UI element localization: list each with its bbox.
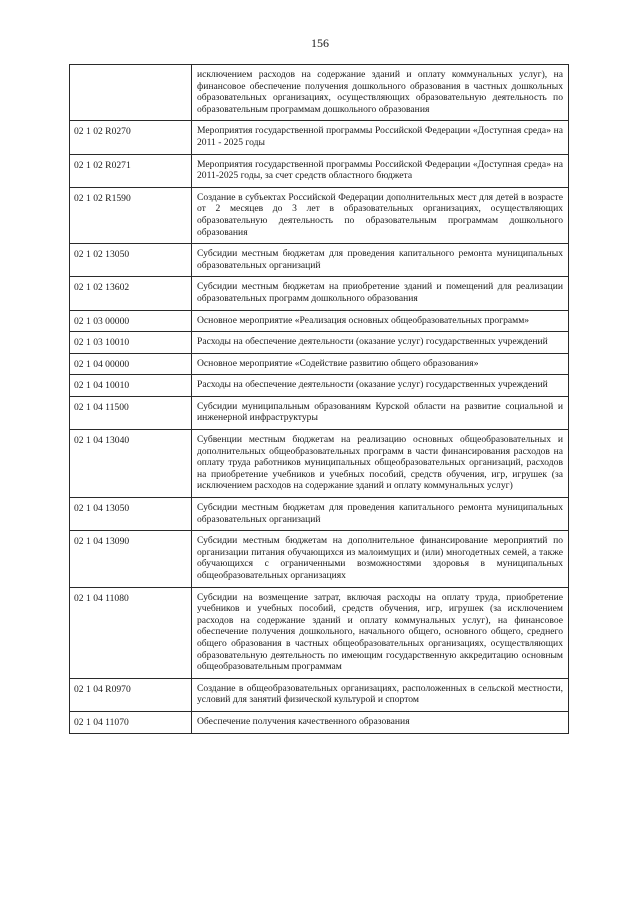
table-row: [70, 154, 569, 187]
table-row: [70, 498, 569, 531]
row-code: 02 1 04 11500: [70, 396, 192, 429]
row-description: Субсидии муниципальным образованиям Курской области на развитие социальной и инженерной инфраструктуры: [192, 396, 569, 429]
row-description: Субвенции местным бюджетам на реализацию основных общеобразовательных и дополнительных общеобразовательных программ в части финансирования расходов на оплату труда работников муниципальных общеобразовательных организаций, расходов на приобретение учебников и учебных пособий, средств обучения, игр, игрушек (за исключением расходов на содержание зданий и оплату коммунальных услуг): [192, 430, 569, 498]
table-row: [70, 711, 569, 733]
row-description: Субсидии местным бюджетам для проведения капитального ремонта муниципальных образовательных организаций: [192, 244, 569, 277]
row-code: 02 1 04 10010: [70, 375, 192, 397]
table-row: [70, 396, 569, 429]
row-description: Основное мероприятие «Реализация основных общеобразовательных программ»: [192, 310, 569, 332]
row-code: 02 1 03 10010: [70, 332, 192, 354]
row-description: Мероприятия государственной программы Российской Федерации «Доступная среда» на 2011 - 2025 годы: [192, 121, 569, 154]
row-code: 02 1 04 11080: [70, 587, 192, 678]
table-row: [70, 187, 569, 243]
table-row: [70, 244, 569, 277]
table-row: [70, 531, 569, 587]
table-row: [70, 332, 569, 354]
row-code: 02 1 04 13040: [70, 430, 192, 498]
row-description: исключением расходов на содержание зданий и оплату коммунальных услуг), на финансовое обеспечение получения дошкольного образования в частных дошкольных образовательных организациях, осуществляющих образовательную деятельность по образовательным программам дошкольного образования: [192, 65, 569, 121]
table-row: [70, 430, 569, 498]
table-row: [70, 121, 569, 154]
row-description: Мероприятия государственной программы Российской Федерации «Доступная среда» на 2011-2025 годы, за счет средств областного бюджета: [192, 154, 569, 187]
table-row: [70, 678, 569, 711]
row-code: 02 1 04 13090: [70, 531, 192, 587]
row-description: Основное мероприятие «Содействие развитию общего образования»: [192, 353, 569, 375]
row-code: 02 1 04 00000: [70, 353, 192, 375]
row-code: 02 1 03 00000: [70, 310, 192, 332]
row-description: Субсидии местным бюджетам для проведения капитального ремонта муниципальных образовательных организаций: [192, 498, 569, 531]
row-code: 02 1 02 R0271: [70, 154, 192, 187]
row-code: 02 1 02 R0270: [70, 121, 192, 154]
row-description: Обеспечение получения качественного образования: [192, 711, 569, 733]
row-code: 02 1 02 13050: [70, 244, 192, 277]
page-number: 156: [311, 36, 329, 50]
row-code: 02 1 04 11070: [70, 711, 192, 733]
row-description: Субсидии на возмещение затрат, включая расходы на оплату труда, приобретение учебников и учебных пособий, средств обучения, игр, игрушек (за исключением расходов на содержание зданий и оплату коммунальных услуг), на финансовое обеспечение получения дошкольного, начального общего, основного общего, среднего общего образования в частных общеобразовательных организациях, осуществляющих образовательную деятельность по имеющим государственную аккредитацию основным общеобразовательным программам: [192, 587, 569, 678]
table-row: [70, 277, 569, 310]
budget-classification-table: [69, 64, 569, 734]
row-code: 02 1 02 13602: [70, 277, 192, 310]
row-description: Создание в субъектах Российской Федерации дополнительных мест для детей в возрасте от 2 месяцев до 3 лет в образовательных организациях, осуществляющих образовательную деятельность по образовательным программам дошкольного образования: [192, 187, 569, 243]
table-row: [70, 587, 569, 678]
table-row: [70, 310, 569, 332]
table-row: [70, 375, 569, 397]
row-description: Субсидии местным бюджетам на приобретение зданий и помещений для реализации образовательных программ дошкольного образования: [192, 277, 569, 310]
row-code: [70, 65, 192, 121]
row-code: 02 1 04 R0970: [70, 678, 192, 711]
row-description: Расходы на обеспечение деятельности (оказание услуг) государственных учреждений: [192, 375, 569, 397]
row-description: Создание в общеобразовательных организациях, расположенных в сельской местности, условий для занятий физической культурой и спортом: [192, 678, 569, 711]
row-code: 02 1 02 R1590: [70, 187, 192, 243]
table-row: [70, 353, 569, 375]
row-description: Расходы на обеспечение деятельности (оказание услуг) государственных учреждений: [192, 332, 569, 354]
row-code: 02 1 04 13050: [70, 498, 192, 531]
row-description: Субсидии местным бюджетам на дополнительное финансирование мероприятий по организации питания обучающихся из малоимущих и (или) многодетных семей, а также обучающихся с ограниченными возможностями здоровья в муниципальных общеобразовательных организациях: [192, 531, 569, 587]
table-row: [70, 65, 569, 121]
